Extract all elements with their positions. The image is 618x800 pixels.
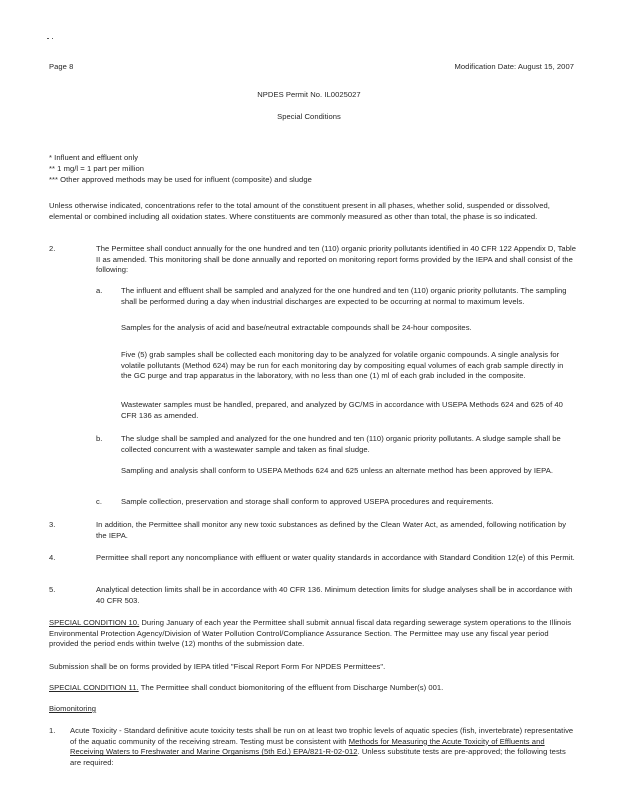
item-2b-text: The sludge shall be sampled and analyzed for the one hundred and ten (110) organic priority pollutants. A sludge sample shall be collected concurrent with a wastewater sample and taken as final sludge. <box>121 434 561 454</box>
item-4-number: 4. <box>49 553 56 562</box>
acute-toxicity-text-end: . Unless substitute tests are pre-approved; the following tests are required: <box>70 747 566 767</box>
item-2a-label: a. <box>96 286 103 295</box>
item-2a-paragraph-2: Samples for the analysis of acid and base/neutral extractable compounds shall be 24-hour composites. <box>121 323 472 332</box>
biomonitoring-heading: Biomonitoring <box>49 704 97 713</box>
page-number: Page 8 <box>49 62 74 71</box>
item-2b-paragraph-2: Sampling and analysis shall conform to USEPA Methods 624 and 625 unless an alternate method has been approved by IEPA. <box>121 466 553 475</box>
item-2a-paragraph-3: Five (5) grab samples shall be collected each monitoring day to be analyzed for volatile organic compounds. A single analysis for volatile pollutants (Method 624) may be run for each monitoring day by compositing equal volumes of each grab sample directly in the GC purge and trap apparatus in the laboratory, with no less than one (1) ml of each grab included in the composite. <box>121 350 564 381</box>
item-3-text: In addition, the Permittee shall monitor any new toxic substances as defined by the Clean Water Act, as amended, following notification by the IEPA. <box>96 520 567 540</box>
item-2-text: The Permittee shall conduct annually for the one hundred and ten (110) organic priority pollutants identified in 40 CFR 122 Appendix D, Table II as amended. This monitoring shall be done annually and reported on monitoring report forms provided by the IEPA and shall consist of the following: <box>96 244 576 275</box>
item-2b-label: b. <box>96 434 103 443</box>
item-5-number: 5. <box>49 585 56 594</box>
submission-paragraph: Submission shall be on forms provided by IEPA titled "Fiscal Report Form For NPDES Permittees". <box>49 662 386 671</box>
item-2a-paragraph-4: Wastewater samples must be handled, prepared, and analyzed by GC/MS in accordance with USEPA Methods 624 and 625 of 40 CFR 136 as amended. <box>121 400 563 420</box>
special-condition-11-text: The Permittee shall conduct biomonitoring of the effluent from Discharge Number(s) 001. <box>138 683 444 692</box>
biomonitoring-item-1-number: 1. <box>49 726 56 735</box>
section-title: Special Conditions <box>277 112 341 121</box>
footnote-2: ** 1 mg/l = 1 part per million <box>49 164 144 173</box>
special-condition-11 <box>49 683 577 694</box>
item-5-text: Analytical detection limits shall be in accordance with 40 CFR 136. Minimum detection limits for sludge analyses shall be in accordance with 40 CFR 503. <box>96 585 573 605</box>
scan-speck <box>47 38 49 39</box>
special-condition-11-label: SPECIAL CONDITION 11. <box>49 683 139 692</box>
item-3-number: 3. <box>49 520 56 529</box>
permit-number: NPDES Permit No. IL0025027 <box>257 90 361 99</box>
intro-paragraph: Unless otherwise indicated, concentrations refer to the total amount of the constituent present in all phases, whether solid, suspended or dissolved, elemental or combined including all oxidation states. Where constituents are commonly measured as other than total, the phase is so indicated. <box>49 201 550 221</box>
item-4-text: Permittee shall report any noncompliance with effluent or water quality standards in accordance with Standard Condition 12(e) of this Permit. <box>96 553 575 562</box>
item-2-number: 2. <box>49 244 56 253</box>
scan-speck <box>52 38 53 39</box>
special-condition-10-label: SPECIAL CONDITION 10. <box>49 618 140 627</box>
methods-reference: Methods for Measuring the Acute Toxicity of Effluents and Receiving Waters to Freshwater and Marine Organisms (5th Ed.) EPA/821-R-02-012 <box>70 736 545 757</box>
special-condition-10-text: During January of each year the Permittee shall submit annual fiscal data regarding sewerage system operations to the Illinois Environmental Protection Agency/Division of Water Pollution Control/Compliance Assurance Section. The Permittee may use any fiscal year period provided the period ends within twelve (12) months of the submission date. <box>49 618 572 649</box>
biomonitoring-item-1-text <box>70 726 577 768</box>
footnote-3: *** Other approved methods may be used for influent (composite) and sludge <box>49 175 312 184</box>
item-2c-label: c. <box>96 497 103 506</box>
item-2c-text: Sample collection, preservation and storage shall conform to approved USEPA procedures and requirements. <box>121 497 494 506</box>
acute-toxicity-text: Acute Toxicity - Standard definitive acute toxicity tests shall be run on at least two trophic levels of aquatic species (fish, invertebrate) representative of the aquatic community of the receiving stream. Testing must be consistent with <box>70 726 574 746</box>
special-condition-10 <box>49 618 577 650</box>
item-2a-text: The influent and effluent shall be sampled and analyzed for the one hundred and ten (110) organic priority pollutants. The sampling shall be performed during a day when industrial discharges are expected to be occurring at normal to maximum levels. <box>121 286 567 306</box>
footnote-1: * Influent and effluent only <box>49 153 139 162</box>
modification-date: Modification Date: August 15, 2007 <box>454 62 574 71</box>
